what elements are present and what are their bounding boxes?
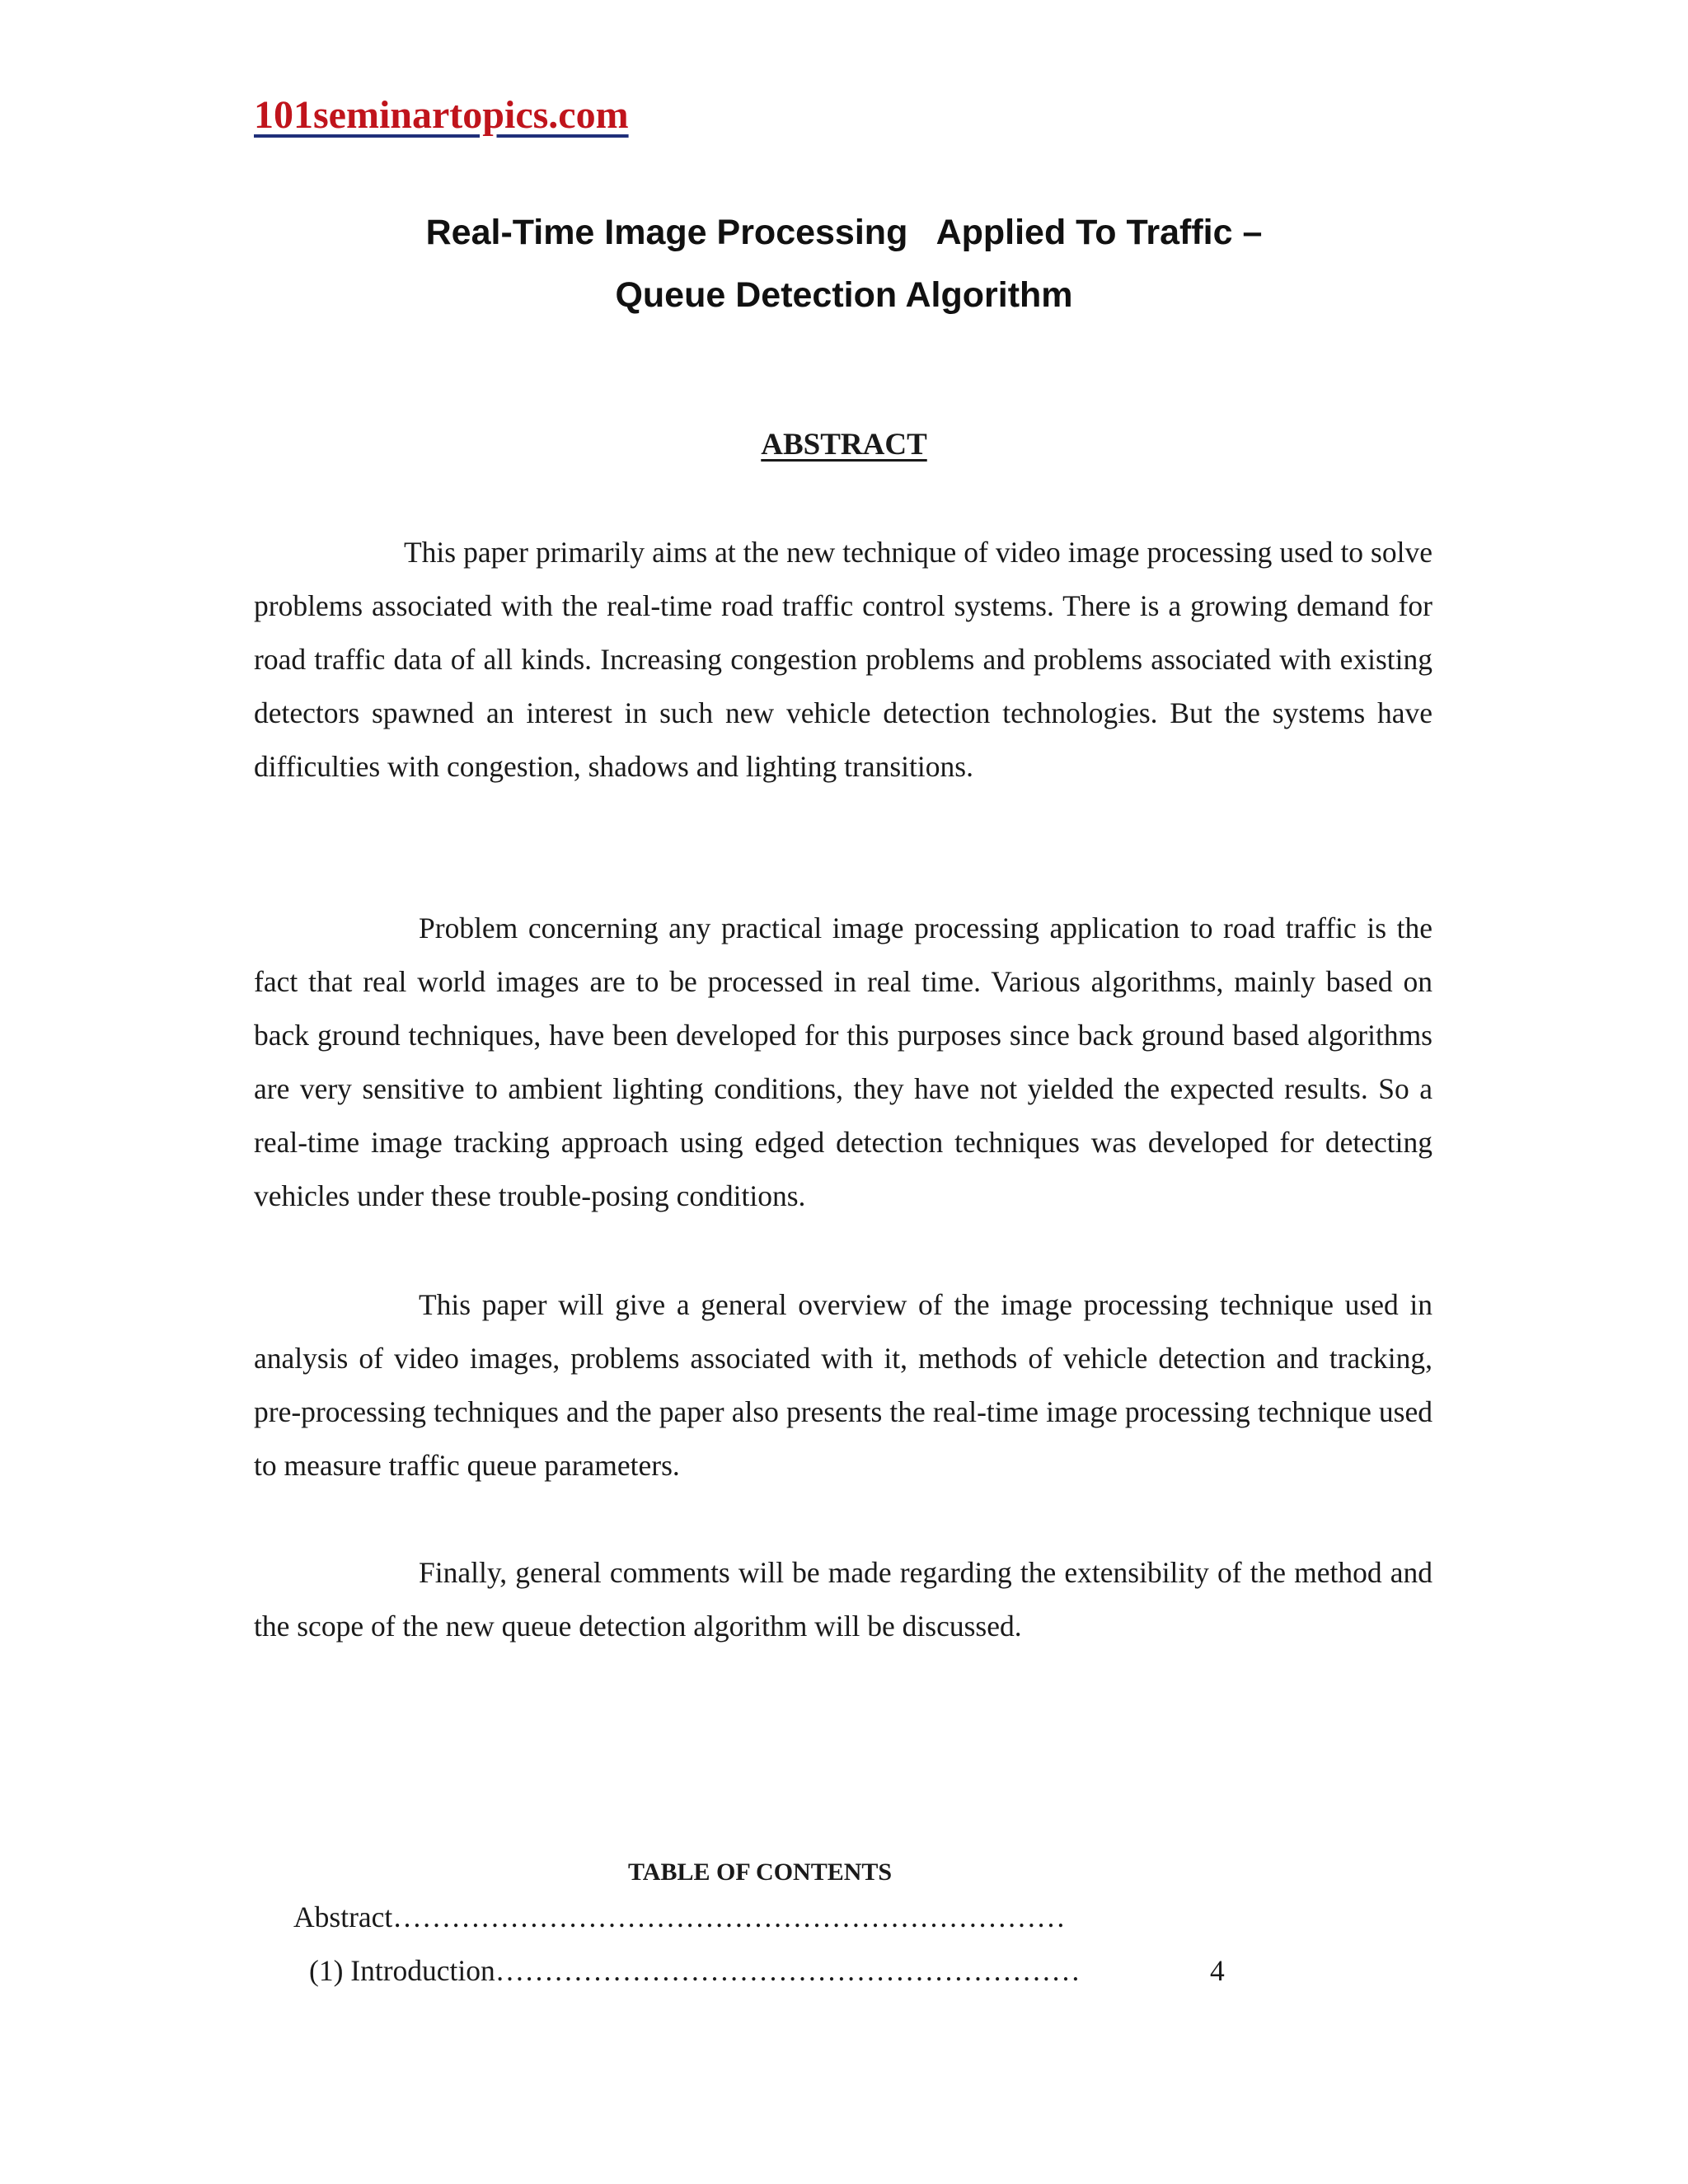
- abstract-heading: ABSTRACT: [761, 428, 927, 462]
- document-title-line-1: Real-Time Image Processing Applied To Traffic –: [425, 213, 1263, 252]
- toc-page-number: 4: [1210, 1954, 1225, 1987]
- abstract-paragraph-2: Problem concerning any practical image processing application to road traffic is the fact that real world images are to be processed in real time. Various algorithms, mainly based on back ground techniques, have been developed for this purposes since back ground based algorithms are very sensitive to ambient lighting conditions, they have not yielded the expected results. So a real-time image tracking approach using edged detection techniques was developed for detecting vehicles under these trouble-posing conditions.: [254, 912, 1432, 1212]
- site-link[interactable]: 101seminartopics.com: [254, 93, 629, 137]
- abstract-paragraph-3: This paper will give a general overview of the image processing technique used in analysis of video images, problems associated with it, methods of vehicle detection and tracking, pre-processing techniques and the paper also presents the real-time image processing technique used to measure traffic queue parameters.: [254, 1288, 1432, 1482]
- abstract-paragraph-4: Finally, general comments will be made regarding the extensibility of the method and the scope of the new queue detection algorithm will be discussed.: [254, 1556, 1432, 1643]
- toc-heading: TABLE OF CONTENTS: [628, 1858, 893, 1886]
- toc-entry-abstract[interactable]: Abstract……………………………………………………………: [293, 1900, 1066, 1933]
- document-title-line-2: Queue Detection Algorithm: [615, 275, 1073, 315]
- abstract-paragraph-1: This paper primarily aims at the new technique of video image processing used to solve problems associated with the real-time road traffic control systems. There is a growing demand for road traffic data of all kinds. Increasing congestion problems and problems associated with existing detectors spawned an interest in such new vehicle detection technologies. But the systems have difficulties with congestion, shadows and lighting transitions.: [254, 536, 1432, 783]
- toc-entry-introduction[interactable]: (1) Introduction……………………………………………………: [309, 1954, 1081, 1987]
